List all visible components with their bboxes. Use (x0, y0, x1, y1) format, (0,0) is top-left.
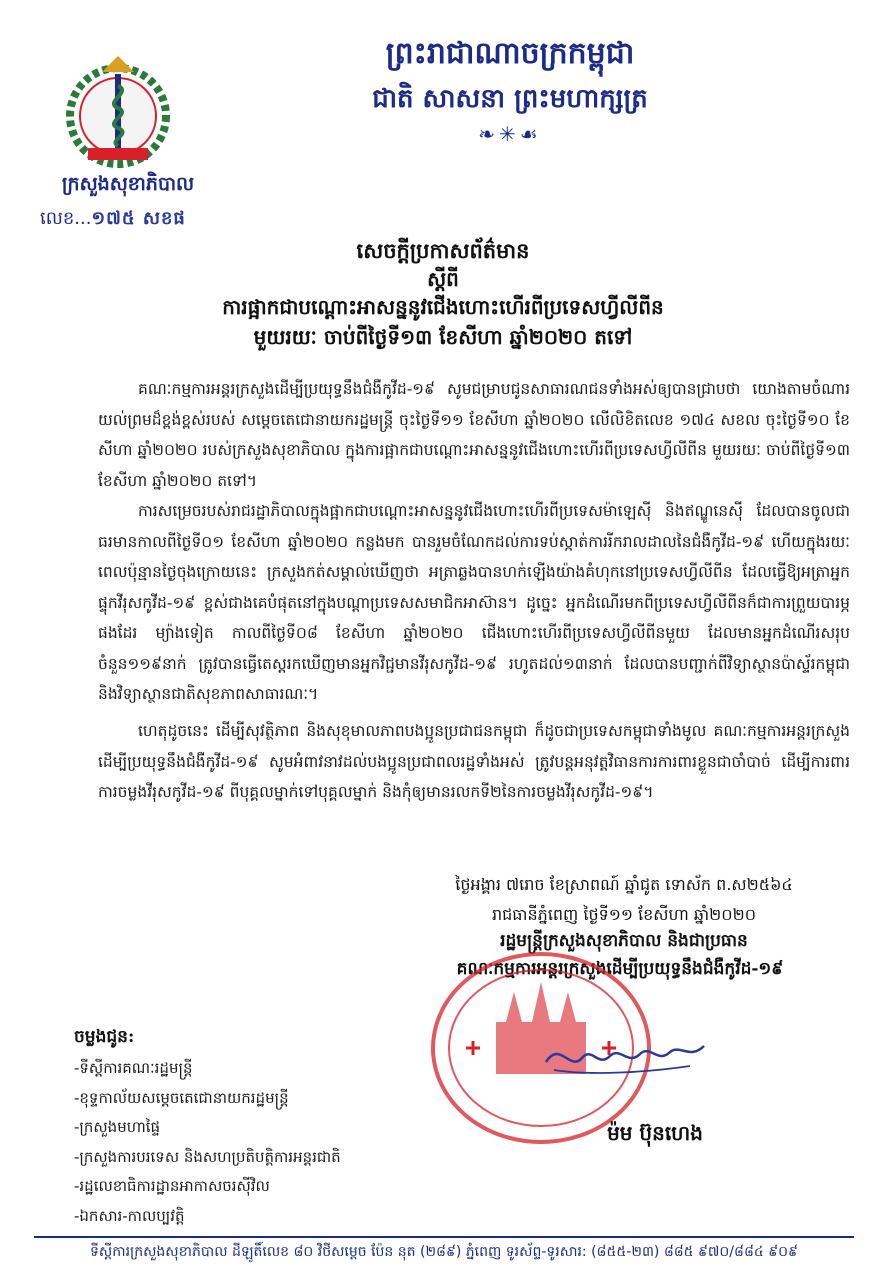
lunar-date: ថ្ងៃអង្គារ ៧រោច ខែស្រាពណ៍ ឆ្នាំជូត ទោស័ក ព.ស២៥៦៤ (455, 875, 793, 894)
body-paragraph-2: ការសម្រេចរបស់រាជរដ្ឋាភិបាលក្នុងផ្អាកជាបណ្តោះអាសន្ននូវជើងហោះហើរពីប្រទេសម៉ាឡេស៊ី និងឥណ្ឌូនេស៊ី ដែលបានចូលជាធរមានកាលពីថ្ងៃទី០១ ខែសីហា ឆ្នាំ២០២០ កន្លងមក បានរួមចំណែកដល់ការទប់ស្កាត់ការរីករាលដាលនៃជំងឺកូវីដ-១៩ ហើយក្នុងរយៈពេលប៉ុន្មានថ្ងៃចុងក្រោយនេះ ក្រសួងកត់សម្គាល់ឃើញថា អត្រាឆ្លងបានហក់ឡើងយ៉ាងគំហុកនៅប្រទេសហ្វីលីពីន ដែលធ្វើឱ្យអត្រាអ្នកផ្ទុកវីរុសកូវីដ-១៩ ខ្ពស់ជាងគេបំផុតនៅក្នុងបណ្តាប្រទេសសមាជិកអាស៊ាន។ ដូច្នេះ អ្នកដំណើរមកពីប្រទេសហ្វីលីពីនក៏ជាការព្រួយបារម្ភផងដែរ ម្យ៉ាងទៀត កាលពីថ្ងៃទី០៨ ខែសីហា ឆ្នាំ២០២០ ជើងហោះហើរពីប្រទេសហ្វីលីពីនមួយ ដែលមានអ្នកដំណើរសរុបចំនួន១១៩នាក់ ត្រូវបានធ្វើតេស្តរកឃើញមានអ្នកវិជ្ជមានវីរុសកូវីដ-១៩ រហូតដល់១៣នាក់ ដែលបានបញ្ជាក់ពីវិទ្យាស្ថានប៉ាស្ទ័រកម្ពុជា និងវិទ្យាស្ថានជាតិសុខភាពសាធារណៈ។ (98, 502, 850, 703)
reference-label: លេខ... (40, 208, 92, 229)
title-period: មួយរយៈ ចាប់ពីថ្ងៃទី១៣ ខែសីហា ឆ្នាំ២០២០ តទៅ (253, 325, 633, 349)
document-title: សេចក្តីប្រកាសព័ត៌មាន (356, 238, 530, 263)
ornament-divider: ❧✳☙ (478, 122, 542, 146)
signer-name: ម៉ម ប៊ុនហេង (607, 1121, 703, 1145)
recipient-item: -រដ្ឋលេខាធិការដ្ឋានអាកាសចរស៊ីវិល (74, 1177, 270, 1195)
recipient-item: -ទីស្តីការគណៈរដ្ឋមន្ត្រី (74, 1059, 193, 1077)
reference-number (40, 206, 186, 233)
footer-divider (34, 1236, 854, 1238)
signer-position-1: រដ្ឋមន្ត្រីក្រសួងសុខាភិបាល និងជាប្រធាន (500, 931, 748, 951)
recipients-list (74, 1054, 494, 1231)
body-paragraph-1: គណៈកម្មការអន្តរក្រសួងដើម្បីប្រយុទ្ធនឹងជំងឺកូវីដ-១៩ សូមជម្រាបជូនសាធារណជនទាំងអស់ឲ្យបានជ្រាបថា យោងតាមចំណារយល់ព្រមដ៏ខ្ពង់ខ្ពស់របស់ សម្តេចតេជោនាយករដ្ឋមន្ត្រី ចុះថ្ងៃទី១១ ខែសីហា ឆ្នាំ២០២០ លើលិខិតលេខ ១៧៤ សខល ចុះថ្ងៃទី១០ ខែសីហា ឆ្នាំ២០២០ របស់ក្រសួងសុខាភិបាល ក្នុងការផ្អាកជាបណ្តោះអាសន្ននូវជើងហោះហើរពីប្រទេសហ្វីលីពីន មួយរយៈ ចាប់ពីថ្ងៃទី១៣ ខែសីហា ឆ្នាំ២០២០ តទៅ។ (98, 380, 850, 490)
title-regarding: ស្តីពី (427, 267, 459, 291)
recipient-item: -ក្រសួងមហាផ្ទៃ (74, 1118, 161, 1136)
recipient-item: -ក្រសួងការបរទេស និងសហប្រតិបត្តិការអន្តរជាតិ (74, 1147, 341, 1166)
handwritten-signature (540, 1032, 710, 1082)
place-date: រាជធានីភ្នំពេញ ថ្ងៃទី១១ ខែសីហា ឆ្នាំ២០២០ (491, 905, 757, 924)
ministry-name: ក្រសួងសុខាភិបាល (61, 173, 195, 195)
kingdom-heading: ព្រះរាជាណាចក្រកម្ពុជា (385, 36, 635, 71)
title-subject: ការផ្អាកជាបណ្ដោះអាសន្ននូវជើងហោះហើរពីប្រទេសហ្វីលីពីន (222, 295, 664, 319)
ministry-logo (58, 52, 178, 172)
recipient-item: -ឯកសារ-កាលប្បវត្តិ (74, 1206, 185, 1225)
recipients-heading: ចម្លងជូន: (74, 1027, 135, 1047)
recipient-item: -ខុទ្ទកាល័យសម្តេចតេជោនាយករដ្ឋមន្ត្រី (74, 1088, 289, 1107)
body-paragraph-3: ហេតុដូចនេះ ដើម្បីសុវត្ថិភាព និងសុខុមាលភាពបងប្អូនប្រជាជនកម្ពុជា ក៏ដូចជាប្រទេសកម្ពុជាទាំងមូល គណៈកម្មការអន្តរក្រសួងដើម្បីប្រយុទ្ធនឹងជំងឺកូវីដ-១៩ សូមអំពាវនាវដល់បងប្អូនប្រជាពលរដ្ឋទាំងអស់ ត្រូវបន្តអនុវត្តវិធានការការពារខ្លួនជាចាំបាច់ ដើម្បីការពារការចម្លងវីរុសកូវីដ-១៩ ពីបុគ្គលម្នាក់ទៅបុគ្គលម្នាក់ និងកុំឲ្យមានរលកទី២នៃការចម្លងវីរុសកូវីដ-១៩។ (98, 722, 850, 801)
signer-position-2: គណៈកម្មការអន្តរក្រសួងដើម្បីប្រយុទ្ធនឹងជំងឺកូវីដ-១៩ (456, 959, 784, 979)
footer-address: ទីស្តីការក្រសួងសុខាភិបាល ដីឡូតិ៍លេខ ៨០ វិថីសម្តេច ប៉ែន នុត (២៨៩) ភ្នំពេញ ទូរស័ព្ទ-ទូរសារ: (៨៥៥-២៣) ៨៨៥ ៩៧០/៨៨៤ ៩០៩ (90, 1244, 798, 1260)
reference-value: ១៧៥ សខផ (91, 208, 186, 229)
national-motto: ជាតិ សាសនា ព្រះមហាក្សត្រ (372, 84, 648, 114)
